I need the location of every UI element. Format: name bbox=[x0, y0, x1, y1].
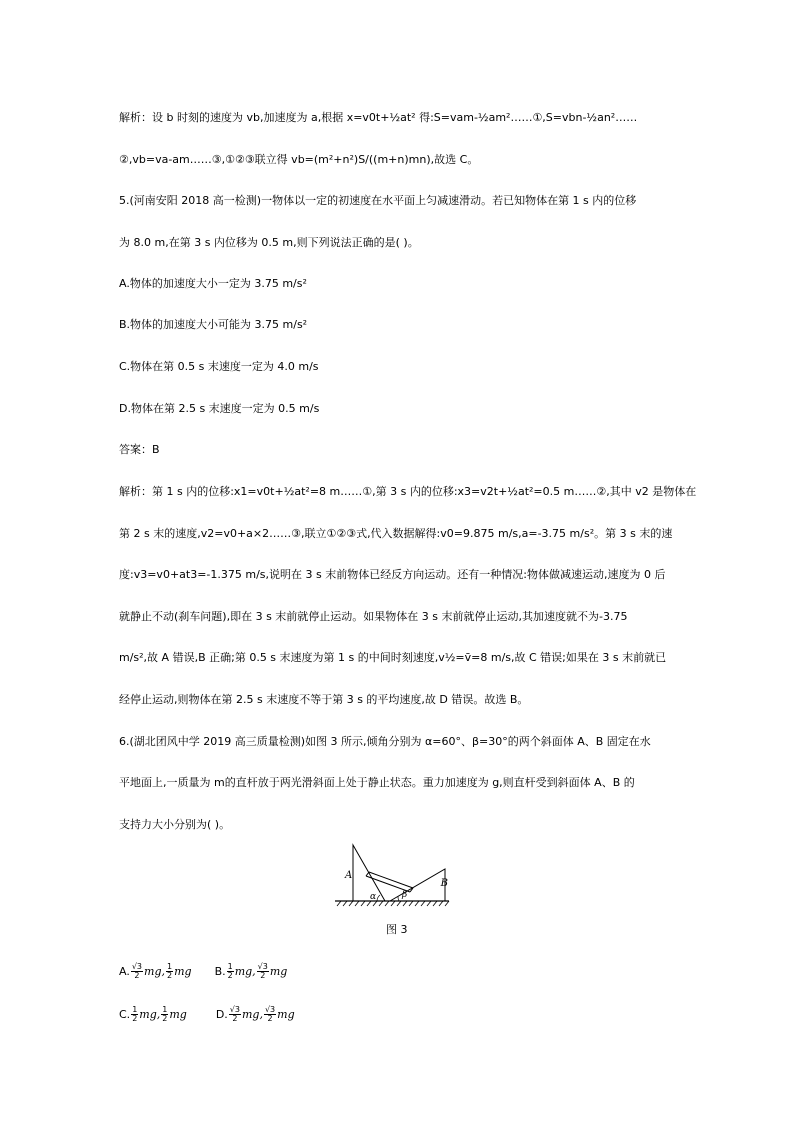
option-a: A.物体的加速度大小一定为 3.75 m/s² bbox=[119, 277, 307, 290]
text-line-1: 解析：设 b 时刻的速度为 vb,加速度为 a,根据 x=v0t+½at² 得:S=vam-½am²……①,S=vbn-½an²…… bbox=[119, 111, 638, 124]
answer-label: 答案：B bbox=[119, 443, 160, 456]
label-beta: β bbox=[402, 890, 408, 900]
explanation-line-5: m/s²,故 A 错误,B 正确;第 0.5 s 末速度为第 1 s 的中间时刻速度,v½=v̄=8 m/s,故 C 错误;如果在 3 s 末前就已 bbox=[119, 651, 667, 664]
choice-b: B. $\frac{1}{2}$ mg, $\frac{√3}{2}$ mg bbox=[214, 962, 288, 980]
label-a: A bbox=[345, 870, 353, 881]
question-6-stem: 6.(湖北团风中学 2019 高三质量检测)如图 3 所示,倾角分别为 α=60°、β=30°的两个斜面体 A、B 固定在水 bbox=[119, 735, 651, 748]
option-b: B.物体的加速度大小可能为 3.75 m/s² bbox=[119, 318, 308, 331]
explanation-line-6: 经停止运动,则物体在第 2.5 s 末速度不等于第 3 s 的平均速度,故 D 错误。故选 B。 bbox=[119, 693, 529, 706]
question-6-stem-cont: 平地面上,一质量为 m的直杆放于两光滑斜面上处于静止状态。重力加速度为 g,则直杆受到斜面体 A、B 的 bbox=[119, 776, 635, 789]
incline-figure bbox=[333, 843, 451, 913]
choice-a: A. $\frac{√3}{2}$ mg, $\frac{1}{2}$ mg bbox=[119, 962, 192, 980]
text-line-2: ②,vb=va-am……③,①②③联立得 vb=(m²+n²)S/((m+n)mn),故选 C。 bbox=[119, 153, 479, 166]
choice-c: C. $\frac{1}{2}$ mg, $\frac{1}{2}$ mg bbox=[119, 1005, 187, 1023]
explanation-line-3: 度:v3=v0+at3=-1.375 m/s,说明在 3 s 末前物体已经反方向运动。还有一种情况:物体做减速运动,速度为 0 后 bbox=[119, 568, 666, 581]
explanation-line-1: 解析：第 1 s 内的位移:x1=v0t+½at²=8 m……①,第 3 s 内的位移:x3=v2t+½at²=0.5 m……②,其中 v2 是物体在 bbox=[119, 485, 697, 498]
option-c: C.物体在第 0.5 s 末速度一定为 4.0 m/s bbox=[119, 360, 319, 373]
explanation-line-4: 就静止不动(刹车问题),即在 3 s 末前就停止运动。如果物体在 3 s 末前就停止运动,其加速度就不为-3.75 bbox=[119, 610, 628, 623]
explanation-line-2: 第 2 s 末的速度,v2=v0+a×2……③,联立①②③式,代入数据解得:v0=9.875 m/s,a=-3.75 m/s²。第 3 s 末的速 bbox=[119, 527, 673, 540]
question-5-stem-cont: 为 8.0 m,在第 3 s 内位移为 0.5 m,则下列说法正确的是( )。 bbox=[119, 236, 419, 249]
ground-hatch bbox=[337, 901, 449, 906]
label-b: B bbox=[440, 878, 448, 889]
option-d: D.物体在第 2.5 s 末速度一定为 0.5 m/s bbox=[119, 402, 320, 415]
answer-choice-row-1 bbox=[119, 963, 287, 980]
question-6-stem-end: 支持力大小分别为( )。 bbox=[119, 818, 231, 831]
answer-choice-row-2 bbox=[119, 1006, 295, 1023]
figure-caption: 图 3 bbox=[386, 923, 408, 936]
question-5-stem: 5.(河南安阳 2018 高一检测)一物体以一定的初速度在水平面上匀减速滑动。若已知物体在第 1 s 内的位移 bbox=[119, 194, 637, 207]
beta-arc bbox=[398, 896, 399, 901]
alpha-arc bbox=[377, 895, 380, 901]
label-alpha: α bbox=[370, 892, 377, 902]
choice-d: D. $\frac{√3}{2}$ mg, $\frac{√3}{2}$ mg bbox=[215, 1005, 295, 1023]
incline-a bbox=[353, 845, 385, 901]
